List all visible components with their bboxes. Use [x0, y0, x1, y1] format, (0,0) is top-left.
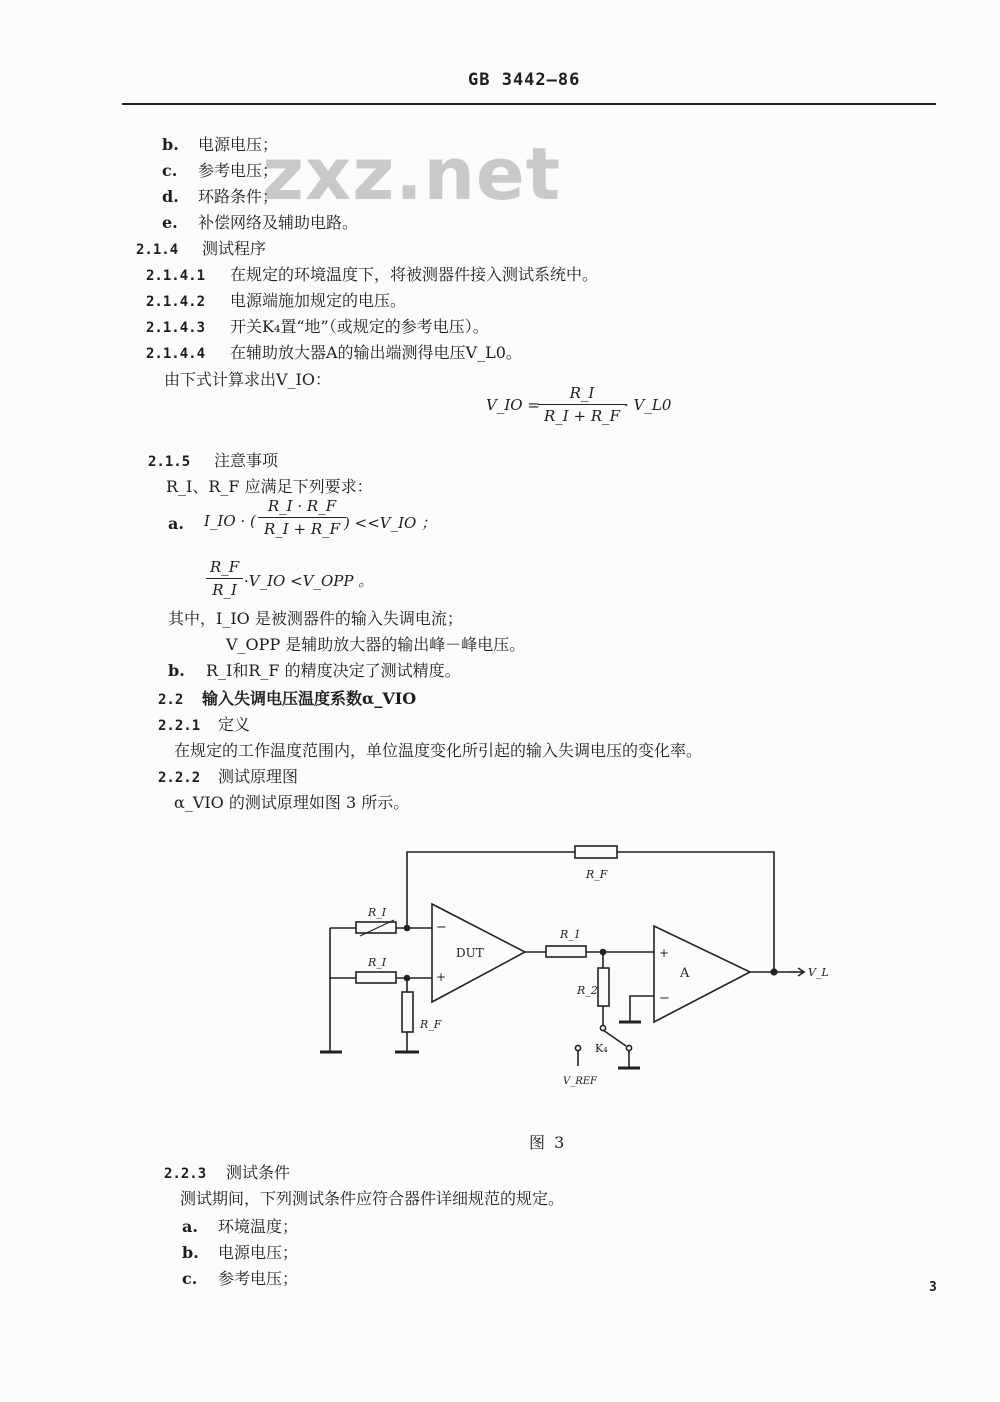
definition-text: 在规定的工作温度范围内，单位温度变化所引起的输入失调电压的变化率。 [174, 741, 703, 760]
feedback-wire [617, 852, 774, 972]
wire [630, 996, 654, 1022]
list-item: c. 参考电压； [162, 161, 279, 180]
label-ri-bot: R_I [368, 956, 387, 969]
label-vout: V_L [808, 966, 829, 979]
switch-contact-vref [575, 1045, 580, 1050]
cond-a2-fraction: $\frac{R\_F}{R\_I}$ [204, 558, 245, 599]
junction [405, 926, 410, 931]
label-rf-bot: R_F [420, 1018, 442, 1031]
amp-minus: − [659, 991, 670, 1006]
page-number: 3 [929, 1280, 937, 1295]
eq1-fraction: $\frac{R\_I}{R\_I + R\_F}$ [538, 384, 626, 425]
step-item: 2.1.4.3 开关K₄置“地”（或规定的参考电压）。 [146, 317, 489, 336]
resistor-ri-bot [356, 972, 396, 983]
standard-number: GB 3442—86 [468, 70, 581, 90]
resistor-r2 [598, 968, 609, 1006]
header-rule [122, 103, 936, 105]
section-heading: 2.2 输入失调电压温度系数α_VIO [158, 689, 417, 708]
eq1-rhs: · V_L0 [624, 396, 672, 414]
resistor-ri-top [356, 922, 396, 933]
dut-plus: + [436, 970, 447, 984]
calc-intro: 由下式计算求出V_IO： [164, 370, 331, 389]
step-item: 2.1.4.2 电源端施加规定的电压。 [146, 291, 407, 310]
list-item: a. 环境温度； [182, 1217, 299, 1236]
step-item: 2.1.4.4 在辅助放大器A的输出端测得电压V_L0。 [146, 343, 522, 362]
section-heading: 2.1.4 测试程序 [136, 239, 267, 258]
aux-amplifier [654, 926, 750, 1022]
dut-label: DUT [456, 946, 484, 960]
label-ri-top: R_I [368, 906, 387, 919]
figure-reference: α_VIO 的测试原理如图 3 所示。 [174, 793, 410, 812]
watermark: zxz.net [262, 132, 562, 216]
label-r1: R_1 [560, 928, 581, 941]
amp-label: A [680, 966, 690, 981]
cond-a-lhs: I_IO · ( [204, 512, 256, 530]
cond-a-fraction: $\frac{R\_I \cdot R\_F}{R\_I + R\_F}$ [258, 497, 346, 538]
resistor-r1 [546, 946, 586, 957]
list-item: e. 补偿网络及辅助电路。 [162, 213, 359, 232]
section-heading: 2.2.1 定义 [158, 715, 251, 734]
label-rf-top: R_F [586, 868, 608, 881]
dut-minus: − [436, 920, 447, 935]
circuit-diagram [320, 830, 840, 1100]
list-item: b. 电源电压； [182, 1243, 299, 1262]
list-item: d. 环路条件； [162, 187, 279, 206]
cond-a-marker: a. [168, 514, 184, 533]
label-vref: V_REF [563, 1076, 597, 1087]
amp-plus: + [659, 946, 670, 960]
figure-caption: 图 3 [529, 1133, 567, 1152]
list-item: c. 参考电压； [182, 1269, 299, 1288]
step-item: 2.1.4.1 在规定的环境温度下，将被测器件接入测试系统中。 [146, 265, 599, 284]
list-item: b. 电源电压； [162, 135, 279, 154]
label-r2: R_2 [577, 984, 598, 997]
section-heading: 2.2.3 测试条件 [164, 1163, 291, 1182]
resistor-rf-top [575, 846, 617, 858]
switch-contact-ground [626, 1045, 631, 1050]
section-heading: 2.1.5 注意事项 [148, 451, 279, 470]
cond-a2-rhs: ·V_IO <V_OPP 。 [244, 572, 374, 590]
switch-pivot [600, 1025, 605, 1030]
junction [771, 969, 777, 975]
where-line: V_OPP 是辅助放大器的输出峰－峰电压。 [226, 635, 526, 654]
conditions-intro: 测试期间，下列测试条件应符合器件详细规范的规定。 [180, 1189, 565, 1208]
label-k4: K₄ [595, 1042, 608, 1055]
where-line: 其中，I_IO 是被测器件的输入失调电流； [168, 609, 463, 628]
section-heading: 2.2.2 测试原理图 [158, 767, 299, 786]
requirements-intro: R_I、R_F 应满足下列要求： [166, 477, 373, 496]
cond-a-rhs: ) <<V_IO ； [344, 514, 437, 532]
cond-b: b. R_I和R_F 的精度决定了测试精度。 [168, 661, 461, 680]
resistor-rf-bot [402, 992, 413, 1032]
eq1-lhs: V_IO = [486, 396, 540, 414]
